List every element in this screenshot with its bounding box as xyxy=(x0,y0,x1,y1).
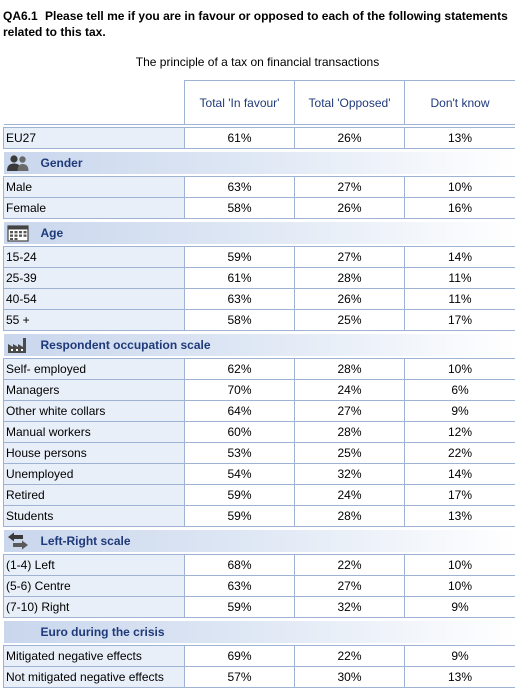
row-value: 26% xyxy=(295,128,405,149)
table-row xyxy=(4,310,515,331)
row-label: 15-24 xyxy=(4,247,185,268)
row-label: Male xyxy=(4,177,185,198)
row-value: 60% xyxy=(185,422,295,443)
section-header-gender xyxy=(4,151,515,174)
row-value: 13% xyxy=(405,506,515,527)
section-title: Euro during the crisis xyxy=(41,625,165,639)
table-row xyxy=(4,359,515,380)
row-value: 13% xyxy=(405,667,515,688)
table-row xyxy=(4,555,515,576)
row-value: 22% xyxy=(295,646,405,667)
table-row xyxy=(4,247,515,268)
question-id: QA6.1 xyxy=(3,9,38,23)
row-label: Female xyxy=(4,198,185,219)
row-value: 13% xyxy=(405,128,515,149)
section-bar xyxy=(4,529,515,552)
row-value: 28% xyxy=(295,359,405,380)
row-value: 28% xyxy=(295,268,405,289)
row-value: 63% xyxy=(185,177,295,198)
row-value: 10% xyxy=(405,576,515,597)
row-value: 14% xyxy=(405,247,515,268)
row-value: 59% xyxy=(185,506,295,527)
section-bar xyxy=(4,333,515,356)
table-row xyxy=(4,380,515,401)
row-label: Self- employed xyxy=(4,359,185,380)
row-value: 30% xyxy=(295,667,405,688)
section-title: Respondent occupation scale xyxy=(41,338,211,352)
row-label: 40-54 xyxy=(4,289,185,310)
row-value: 64% xyxy=(185,401,295,422)
row-value: 32% xyxy=(295,464,405,485)
row-label: Students xyxy=(4,506,185,527)
table-row xyxy=(4,401,515,422)
row-value: 17% xyxy=(405,485,515,506)
row-value: 11% xyxy=(405,268,515,289)
row-value: 59% xyxy=(185,247,295,268)
row-value: 27% xyxy=(295,576,405,597)
column-header-opposed: Total 'Opposed' xyxy=(295,81,405,125)
row-label: Retired xyxy=(4,485,185,506)
row-value: 14% xyxy=(405,464,515,485)
row-label: Mitigated negative effects xyxy=(4,646,185,667)
row-label: Managers xyxy=(4,380,185,401)
row-value: 22% xyxy=(295,555,405,576)
table-row xyxy=(4,177,515,198)
section-bar xyxy=(4,151,515,174)
row-value: 12% xyxy=(405,422,515,443)
table-row xyxy=(4,597,515,618)
section-title: Gender xyxy=(41,156,83,170)
factory-icon xyxy=(5,335,31,355)
question-body: Please tell me if you are in favour or opposed to each of the following statements related to this tax. xyxy=(3,9,508,39)
table-row xyxy=(4,485,515,506)
table-row xyxy=(4,268,515,289)
row-value: 9% xyxy=(405,401,515,422)
left-right-arrows-icon xyxy=(5,531,31,551)
row-value: 28% xyxy=(295,506,405,527)
row-label: House persons xyxy=(4,443,185,464)
row-value: 26% xyxy=(295,198,405,219)
table-row xyxy=(4,667,515,688)
table-row xyxy=(4,576,515,597)
row-value: 16% xyxy=(405,198,515,219)
table-row xyxy=(4,464,515,485)
row-label: Unemployed xyxy=(4,464,185,485)
table-row xyxy=(4,422,515,443)
row-value: 24% xyxy=(295,380,405,401)
row-value: 63% xyxy=(185,289,295,310)
row-value: 24% xyxy=(295,485,405,506)
column-header-in-favour: Total 'In favour' xyxy=(185,81,295,125)
people-icon xyxy=(5,153,31,173)
table-row xyxy=(4,443,515,464)
section-header-left-right-scale xyxy=(4,529,515,552)
row-label: (5-6) Centre xyxy=(4,576,185,597)
section-title: Age xyxy=(41,226,64,240)
row-value: 70% xyxy=(185,380,295,401)
row-value: 27% xyxy=(295,177,405,198)
table-row xyxy=(4,646,515,667)
row-value: 25% xyxy=(295,310,405,331)
section-header-respondent-occupation-scale xyxy=(4,333,515,356)
row-label: 25-39 xyxy=(4,268,185,289)
row-label: 55 + xyxy=(4,310,185,331)
section-bar xyxy=(4,221,515,244)
results-table xyxy=(3,80,515,688)
table-row-eu27 xyxy=(4,128,515,149)
row-value: 25% xyxy=(295,443,405,464)
row-value: 22% xyxy=(405,443,515,464)
table-row xyxy=(4,198,515,219)
section-bar xyxy=(4,620,515,643)
section-icon-placeholder xyxy=(5,622,31,642)
row-value: 26% xyxy=(295,289,405,310)
row-value: 58% xyxy=(185,310,295,331)
row-value: 69% xyxy=(185,646,295,667)
row-value: 63% xyxy=(185,576,295,597)
row-value: 9% xyxy=(405,597,515,618)
row-value: 32% xyxy=(295,597,405,618)
row-value: 10% xyxy=(405,359,515,380)
row-value: 58% xyxy=(185,198,295,219)
row-value: 9% xyxy=(405,646,515,667)
table-row xyxy=(4,506,515,527)
row-value: 57% xyxy=(185,667,295,688)
row-value: 10% xyxy=(405,555,515,576)
table-row xyxy=(4,289,515,310)
row-value: 59% xyxy=(185,597,295,618)
section-title: Left-Right scale xyxy=(41,534,131,548)
row-value: 17% xyxy=(405,310,515,331)
row-value: 10% xyxy=(405,177,515,198)
question-text xyxy=(3,8,513,40)
row-label: (7-10) Right xyxy=(4,597,185,618)
row-value: 27% xyxy=(295,247,405,268)
row-value: 53% xyxy=(185,443,295,464)
row-value: 62% xyxy=(185,359,295,380)
row-value: 68% xyxy=(185,555,295,576)
table-subtitle: The principle of a tax on financial transactions xyxy=(0,55,515,69)
row-label: EU27 xyxy=(4,128,185,149)
row-value: 54% xyxy=(185,464,295,485)
row-label: Other white collars xyxy=(4,401,185,422)
row-label: Not mitigated negative effects xyxy=(4,667,185,688)
row-value: 27% xyxy=(295,401,405,422)
column-header-dont-know: Don't know xyxy=(405,81,515,125)
row-value: 59% xyxy=(185,485,295,506)
header-blank xyxy=(4,81,185,125)
section-header-age xyxy=(4,221,515,244)
calendar-icon xyxy=(5,223,31,243)
row-value: 61% xyxy=(185,268,295,289)
row-value: 28% xyxy=(295,422,405,443)
row-value: 11% xyxy=(405,289,515,310)
header-row xyxy=(4,81,515,125)
row-label: (1-4) Left xyxy=(4,555,185,576)
row-value: 6% xyxy=(405,380,515,401)
row-value: 61% xyxy=(185,128,295,149)
section-header-euro-during-the-crisis xyxy=(4,620,515,643)
row-label: Manual workers xyxy=(4,422,185,443)
